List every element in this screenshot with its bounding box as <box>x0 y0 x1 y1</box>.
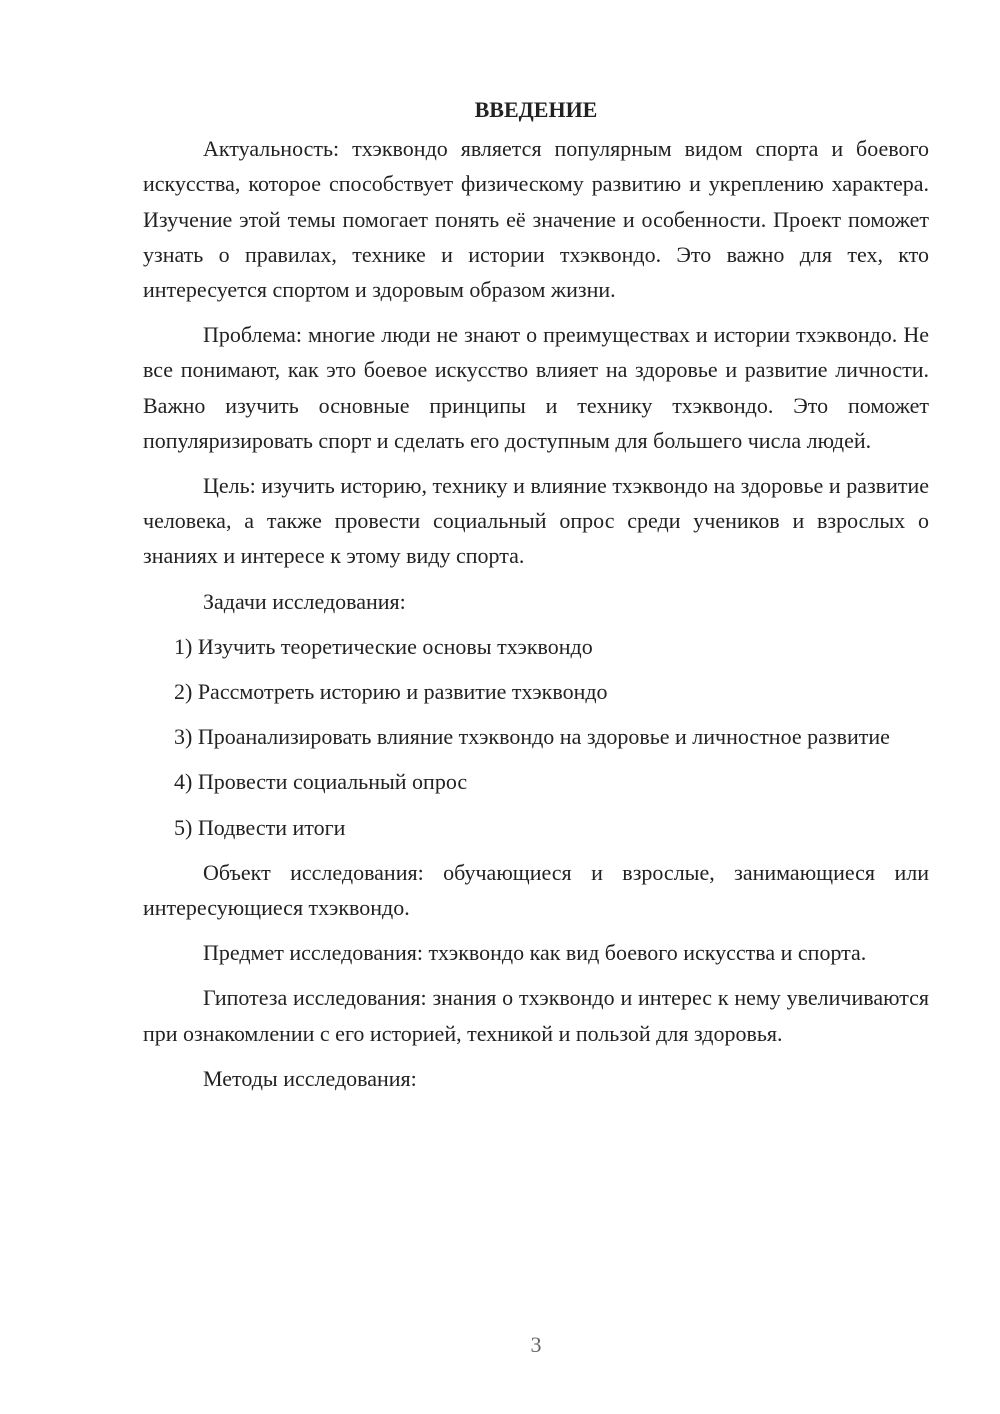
relevance-paragraph: Актуальность: тхэквондо является популярным видом спорта и боевого искусства, которое способствует физическому развитию и укреплению характера. Изучение этой темы помогает понять её значение и особенности. Проект поможет узнать о правилах, технике и истории тхэквондо. Это важно для тех, кто интересуется спортом и здоровым образом жизни. <box>143 136 929 303</box>
object-paragraph: Объект исследования: обучающиеся и взрослые, занимающиеся или интересующиеся тхэквондо. <box>143 859 929 921</box>
page-title: ВВЕДЕНИЕ <box>474 97 598 122</box>
page-number: 3 <box>530 1332 542 1357</box>
document-page <box>143 92 929 1106</box>
task-item: 4) Провести социальный опрос <box>174 769 468 795</box>
hypothesis-paragraph: Гипотеза исследования: знания о тхэквондо и интерес к нему увеличиваются при ознакомлении с его историей, техникой и пользой для здоровья. <box>143 985 929 1046</box>
problem-paragraph: Проблема: многие люди не знают о преимуществах и истории тхэквондо. Не все понимают, как это боевое искусство влияет на здоровье и развитие личности. Важно изучить основные принципы и технику тхэквондо. Это поможет популяризировать спорт и сделать его доступным для большего числа людей. <box>143 322 929 453</box>
methods-heading: Методы исследования: <box>203 1065 417 1091</box>
goal-paragraph: Цель: изучить историю, технику и влияние тхэквондо на здоровье и развитие человека, а также провести социальный опрос среди учеников и взрослых о знаниях и интересе к этому виду спорта. <box>143 473 929 569</box>
task-item: 5) Подвести итоги <box>174 814 346 840</box>
subject-paragraph: Предмет исследования: тхэквондо как вид боевого искусства и спорта. <box>203 940 867 966</box>
task-item: 2) Рассмотреть историю и развитие тхэквондо <box>174 679 608 705</box>
task-item: 3) Проанализировать влияние тхэквондо на здоровье и личностное развитие <box>174 724 890 750</box>
task-item: 1) Изучить теоретические основы тхэквондо <box>174 633 593 659</box>
tasks-heading: Задачи исследования: <box>203 588 406 614</box>
